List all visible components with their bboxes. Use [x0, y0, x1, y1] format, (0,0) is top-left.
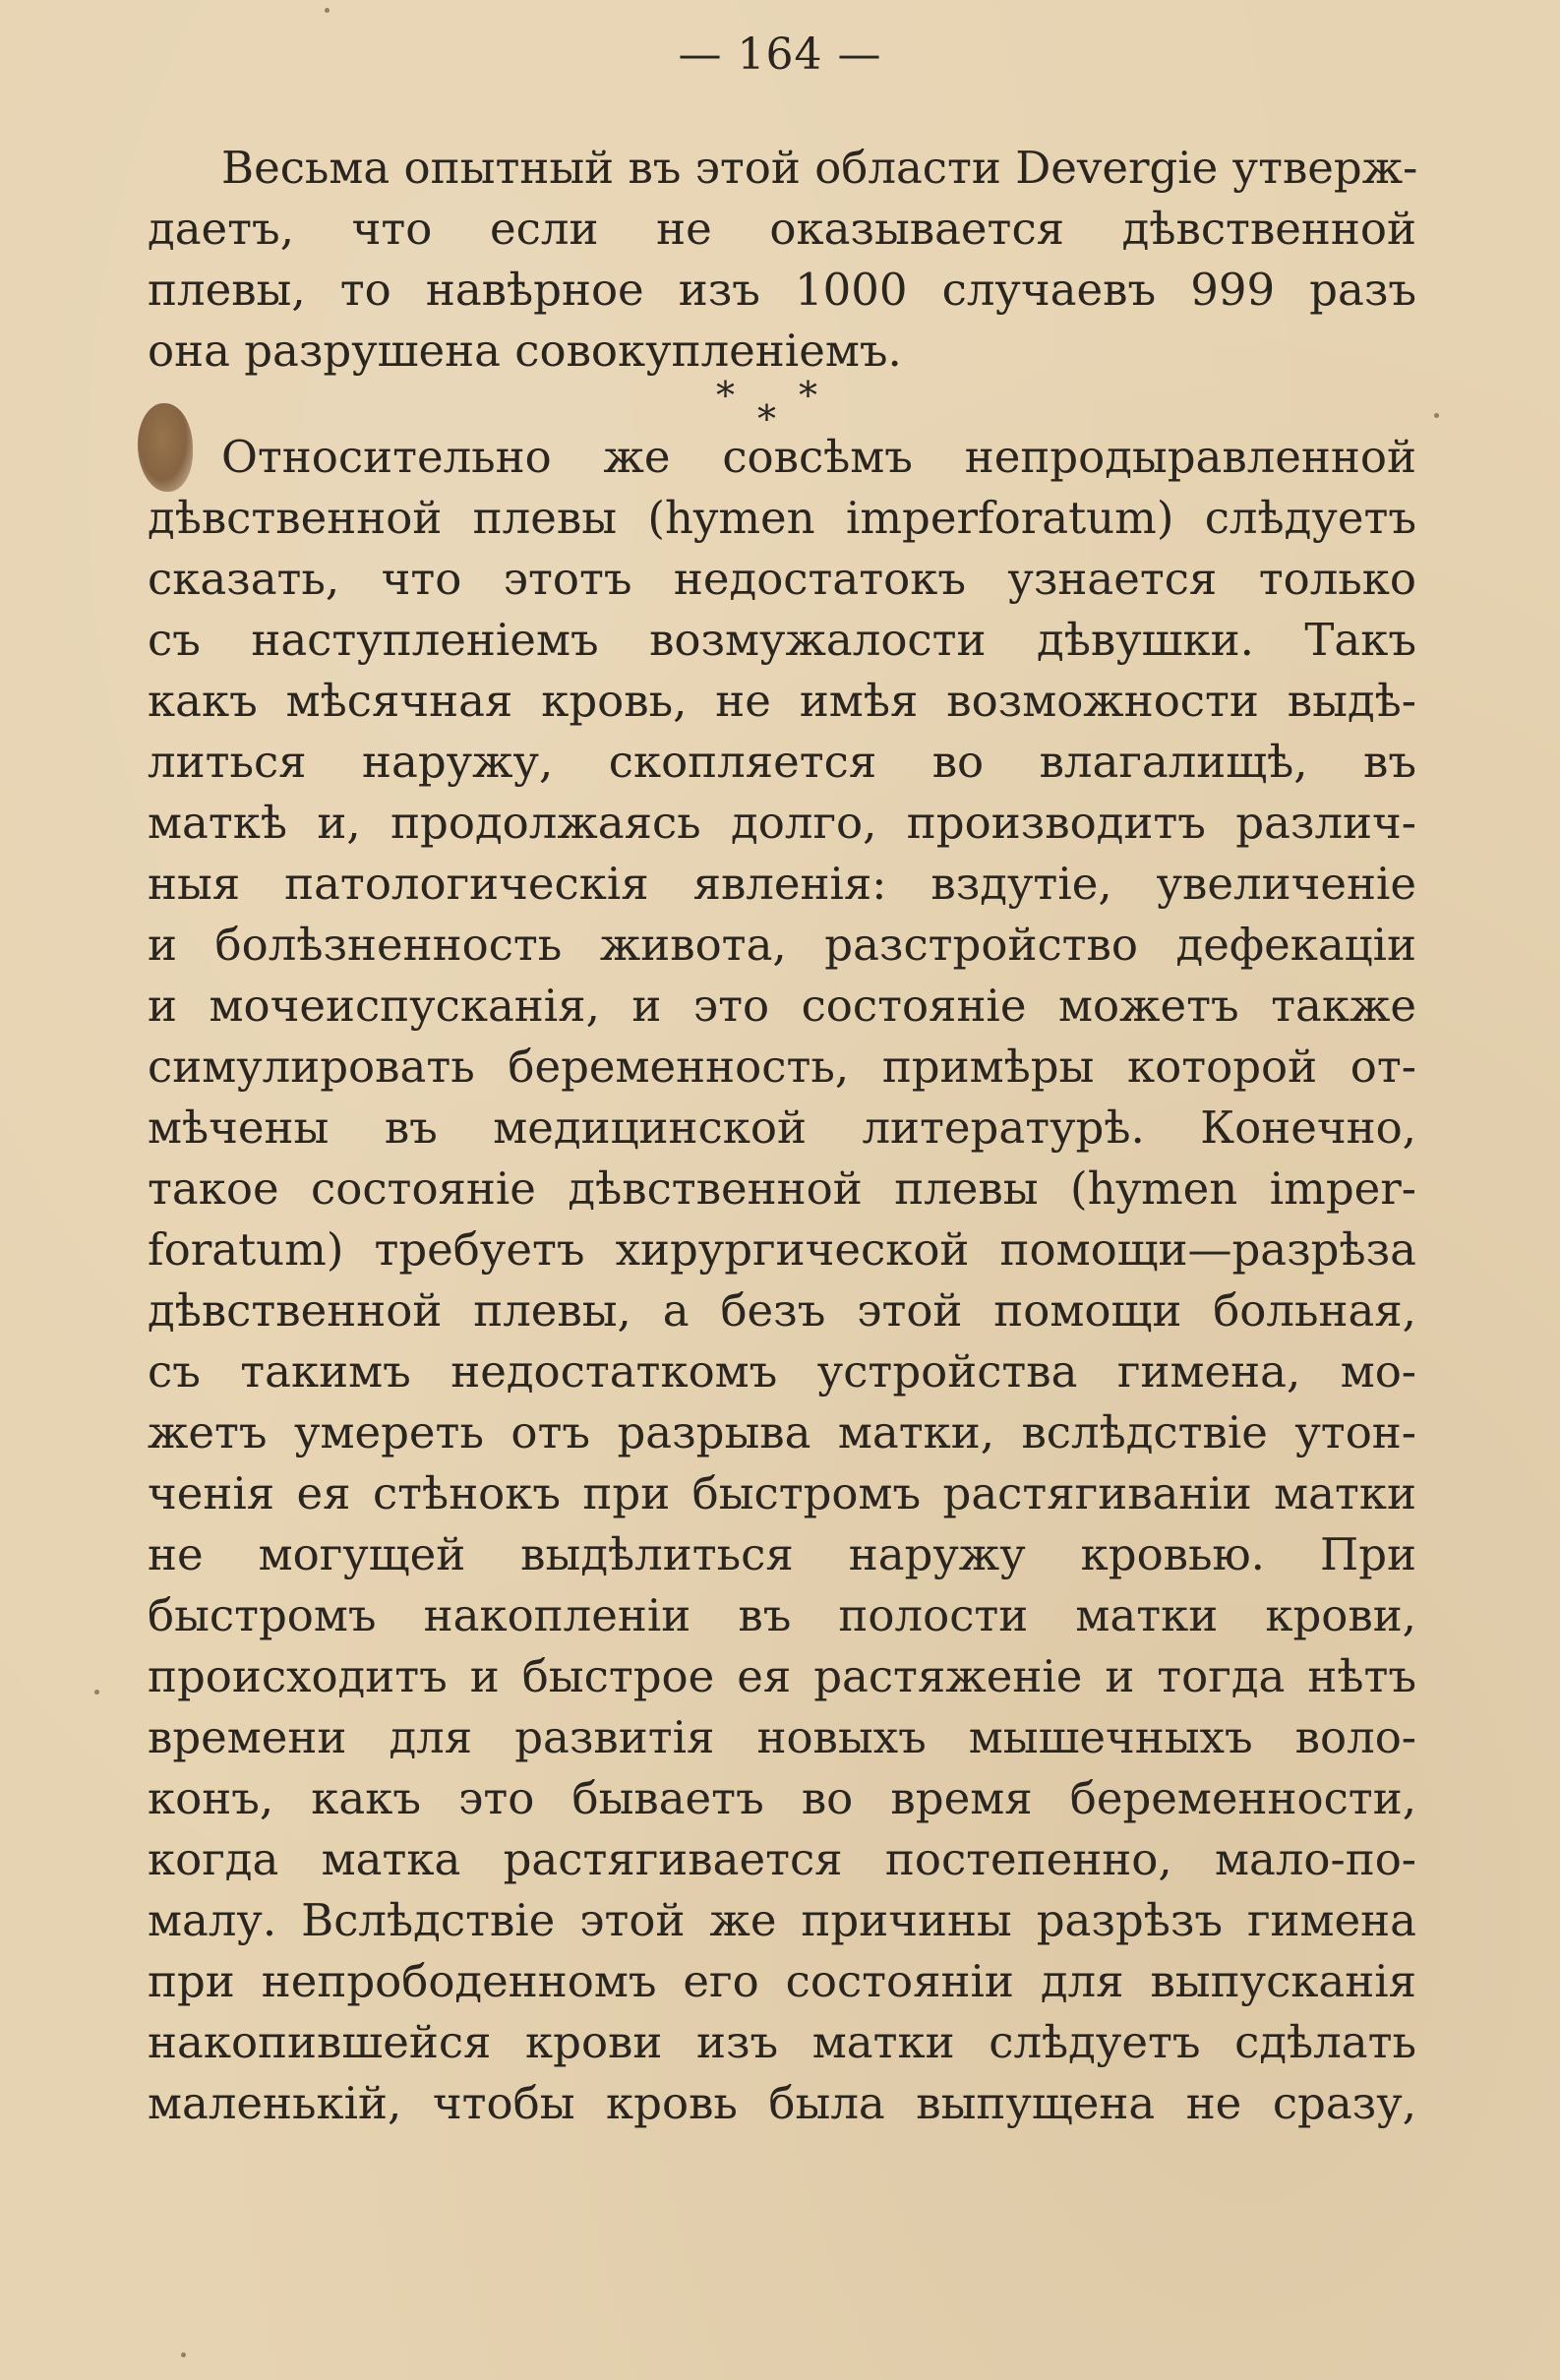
text-line: накопившейся крови изъ матки слѣдуетъ сдѣлать — [148, 2016, 1416, 2068]
text-line: foratum) требуетъ хирургической помощи—разрѣза — [148, 1223, 1416, 1276]
text-line: маленькій, чтобы кровь была выпущена не сразу, — [148, 2077, 1416, 2129]
text-line: мѣчены въ медицинской литературѣ. Конечно, — [148, 1101, 1416, 1154]
text-line: Относительно же совсѣмъ непродыравленной — [221, 431, 1416, 483]
text-line: времени для развитія новыхъ мышечныхъ воло- — [148, 1711, 1416, 1763]
paper-speck — [181, 2352, 186, 2357]
text-line: быстромъ накопленіи въ полости матки крови, — [148, 1589, 1416, 1641]
text-line: Весьма опытный въ этой области Devergie утверж- — [221, 142, 1418, 194]
text-line: ныя патологическія явленія: вздутіе, увеличеніе — [148, 858, 1416, 910]
text-line: ченія ея стѣнокъ при быстромъ растягиваніи матки — [148, 1467, 1416, 1519]
text-line: не могущей выдѣлиться наружу кровью. При — [148, 1528, 1416, 1580]
text-line: съ такимъ недостаткомъ устройства гимена, мо- — [148, 1345, 1416, 1398]
text-line: симулировать беременность, примѣры которой от- — [148, 1041, 1416, 1093]
paragraph-1 — [148, 138, 1416, 382]
text-line: литься наружу, скопляется во влагалищѣ, въ — [148, 736, 1416, 788]
text-line: плевы, то навѣрное изъ 1000 случаевъ 999 разъ — [148, 264, 1416, 316]
asterism-star: * — [716, 374, 735, 417]
text-line: съ наступленіемъ возмужалости дѣвушки. Такъ — [148, 614, 1416, 666]
text-line: когда матка растягивается постепенно, мало-по- — [148, 1833, 1416, 1885]
text-line: и мочеиспусканія, и это состояніе можетъ также — [148, 980, 1416, 1032]
text-line: жетъ умереть отъ разрыва матки, вслѣдствіе утон- — [148, 1406, 1416, 1458]
text-line: она разрушена совокупленіемъ. — [148, 325, 902, 377]
text-line: конъ, какъ это бываетъ во время беременности, — [148, 1772, 1416, 1824]
asterism-divider — [689, 374, 846, 441]
paper-speck — [325, 8, 330, 13]
text-line: малу. Вслѣдствіе этой же причины разрѣзъ гимена — [148, 1894, 1416, 1946]
asterism-star: * — [757, 397, 776, 441]
paper-speck — [1434, 413, 1439, 418]
text-line: даетъ, что если не оказывается дѣвственной — [148, 203, 1416, 255]
text-line: и болѣзненность живота, разстройство дефекаціи — [148, 919, 1416, 971]
text-line: дѣвственной плевы, а безъ этой помощи больная, — [148, 1284, 1416, 1337]
text-line: какъ мѣсячная кровь, не имѣя возможности выдѣ- — [148, 675, 1416, 727]
text-line: при непрободенномъ его состояніи для выпусканія — [148, 1955, 1416, 2007]
paper-speck — [94, 1690, 99, 1695]
text-line: маткѣ и, продолжаясь долго, производитъ различ- — [148, 797, 1416, 849]
page-number: — 164 — — [678, 30, 882, 80]
text-line: происходитъ и быстрое ея растяженіе и тогда нѣтъ — [148, 1650, 1416, 1702]
text-line: такое состояніе дѣвственной плевы (hymen imper- — [148, 1162, 1416, 1215]
paragraph-2 — [148, 427, 1416, 2134]
text-line: сказать, что этотъ недостатокъ узнается только — [148, 553, 1416, 605]
asterism-star: * — [799, 374, 817, 417]
text-line: дѣвственной плевы (hymen imperforatum) слѣдуетъ — [148, 492, 1416, 544]
